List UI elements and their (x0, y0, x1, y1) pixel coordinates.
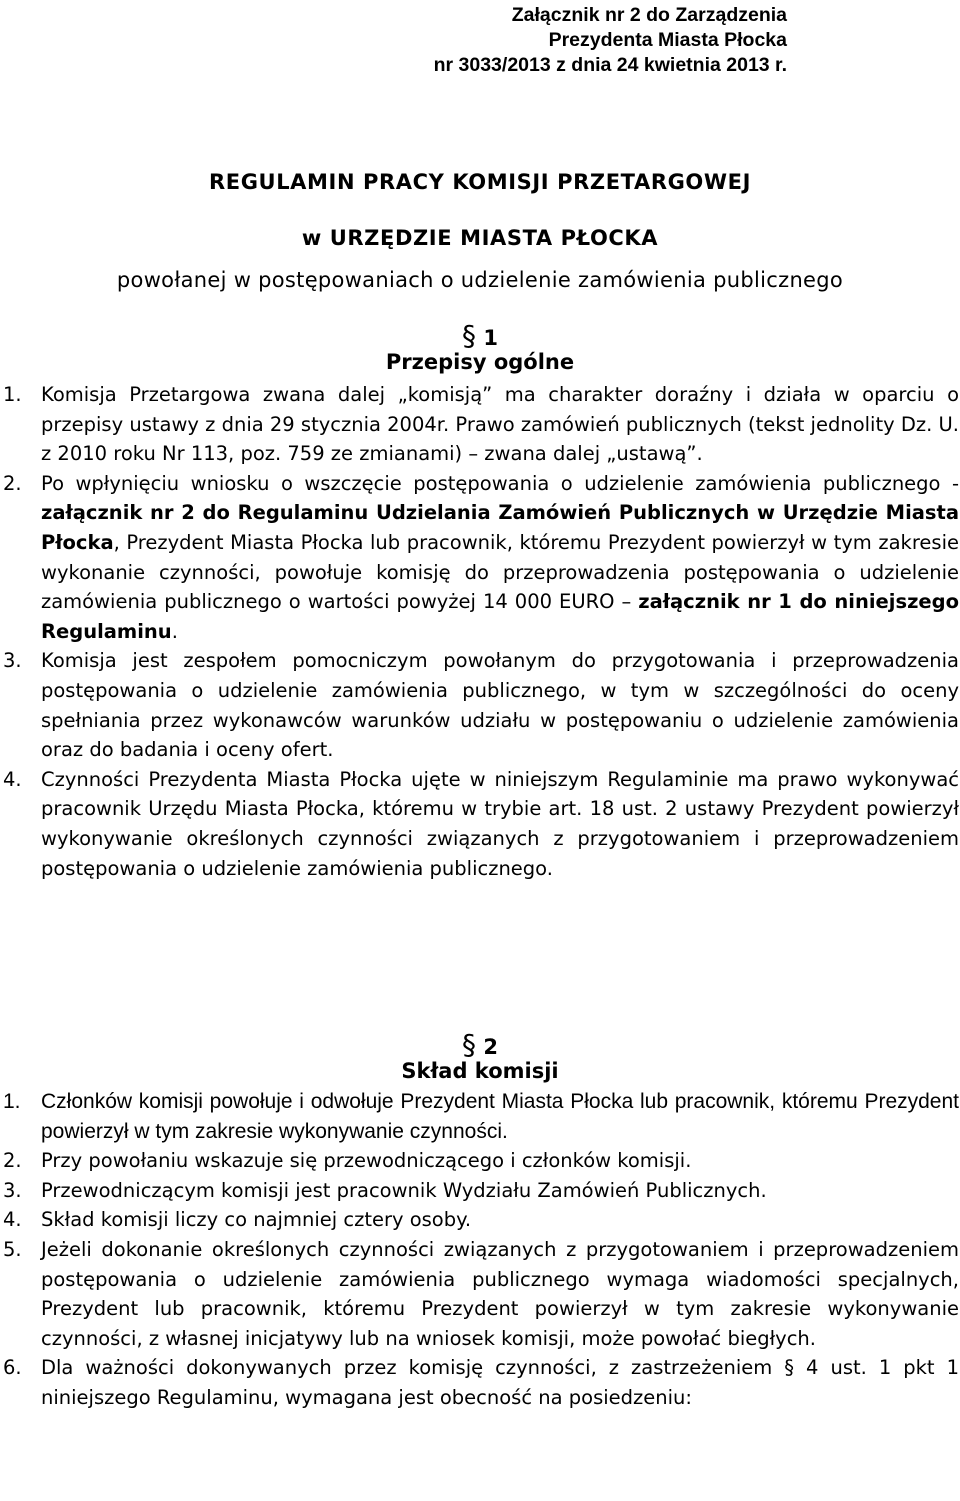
item-number: 3. (3, 649, 22, 673)
section-2-heading (0, 1028, 960, 1083)
item-number: 4. (3, 767, 22, 791)
item-number: 4. (3, 1208, 22, 1232)
item-number: 3. (3, 1178, 22, 1202)
item-text: Członków komisji powołuje i odwołuje Prezydent Miasta Płocka lub pracownik, któremu Prezydent powierzył w tym zakresie wykonywanie czynności. (41, 1090, 959, 1143)
section-symbol: § (462, 1028, 477, 1061)
list-item (0, 765, 959, 883)
item-number: 2. (3, 1149, 22, 1173)
list-item (0, 1146, 959, 1176)
document-title-line-1: REGULAMIN PRACY KOMISJI PRZETARGOWEJ (209, 170, 751, 194)
item-bold-reference: załącznik nr 2 do Regulaminu Udzielania Zamówień Publicznych w Urzędzie Miasta Płocka (41, 501, 959, 554)
list-item (0, 380, 959, 469)
list-item (0, 1353, 959, 1412)
section-title: Przepisy ogólne (385, 350, 575, 374)
section-1-list (0, 380, 960, 883)
list-item (0, 646, 959, 764)
annex-line-2: Prezydenta Miasta Płocka (548, 29, 787, 51)
item-text: Komisja Przetargowa zwana dalej „komisją” ma charakter doraźny i działa w oparciu o przepisy ustawy z dnia 29 stycznia 2004r. Prawo zamówień publicznych (tekst jednolity Dz. U. z 2010 roku Nr 113, poz. 759 ze zmianami) – zwana dalej „ustawą”. (41, 383, 959, 466)
item-text: Dla ważności dokonywanych przez komisję czynności, z zastrzeżeniem § 4 ust. 1 pkt 1 niniejszego Regulaminu, wymagana jest obecność na posiedzeniu: (41, 1356, 959, 1409)
item-number: 1. (3, 383, 22, 406)
document-title-line-2: w URZĘDZIE MIASTA PŁOCKA (301, 226, 659, 250)
item-text: , Prezydent Miasta Płocka lub pracownik, któremu Prezydent powierzył w tym zakresie wykonanie czynności, powołuje komisję do przeprowadzenia postępowania o udzielenie zamówienia publicznego o wartości powyżej 14 000 EURO – (41, 530, 959, 614)
item-text: Czynności Prezydenta Miasta Płocka ujęte w niniejszym Regulaminie ma prawo wykonywać pracownik Urzędu Miasta Płocka, któremu w trybie art. 18 ust. 2 ustawy Prezydent powierzył wykonywanie określonych czynności związanych z przygotowaniem i przeprowadzeniem postępowania o udzielenie zamówienia publicznego. (41, 767, 959, 880)
list-item (0, 1087, 959, 1146)
list-item (0, 1205, 959, 1235)
item-number: 5. (3, 1237, 22, 1261)
document-title-line-3: powołanej w postępowaniach o udzielenie zamówienia publicznego (116, 268, 844, 292)
item-text: . (171, 619, 178, 643)
item-number: 1. (3, 1090, 21, 1113)
item-text: Jeżeli dokonanie określonych czynności związanych z przygotowaniem i przeprowadzeniem postępowania o udzielenie zamówienia publicznego wymaga wiadomości specjalnych, Prezydent lub pracownik, któremu Prezydent powierzył w tym zakresie wykonywanie czynności, z własnej inicjatywy lub na wniosek komisji, może powołać biegłych. (41, 1237, 959, 1350)
item-number: 2. (3, 471, 22, 495)
item-bold-reference: załącznik nr 1 do niniejszego Regulaminu (41, 590, 959, 643)
item-text: Przy powołaniu wskazuje się przewodniczącego i członków komisji. (41, 1149, 692, 1173)
list-item (0, 1176, 959, 1206)
item-text: Przewodniczącym komisji jest pracownik Wydziału Zamówień Publicznych. (41, 1178, 767, 1202)
item-text: Skład komisji liczy co najmniej cztery osoby. (41, 1208, 472, 1232)
section-symbol: § (462, 319, 477, 352)
item-text: Komisja jest zespołem pomocniczym powołanym do przygotowania i przeprowadzenia postępowania o udzielenie zamówienia publicznego, w tym w szczególności do oceny spełniania przez wykonawców warunków udziału w postępowaniu o udzielenie zamówienia oraz do badania i oceny ofert. (41, 649, 959, 762)
annex-header (434, 3, 787, 78)
list-item (0, 469, 959, 647)
item-text: Po wpłynięciu wniosku o wszczęcie postępowania o udzielenie zamówienia publicznego - (41, 471, 959, 495)
item-number: 6. (3, 1356, 22, 1380)
section-title: Skład komisji (401, 1059, 559, 1083)
section-1-heading (0, 319, 960, 374)
list-item (0, 1235, 959, 1353)
annex-line-1: Załącznik nr 2 do Zarządzenia (511, 4, 787, 26)
section-2-list (0, 1087, 960, 1413)
annex-line-3: nr 3033/2013 z dnia 24 kwietnia 2013 r. (433, 54, 787, 76)
section-number: 2 (483, 1035, 498, 1059)
section-number: 1 (483, 326, 498, 350)
